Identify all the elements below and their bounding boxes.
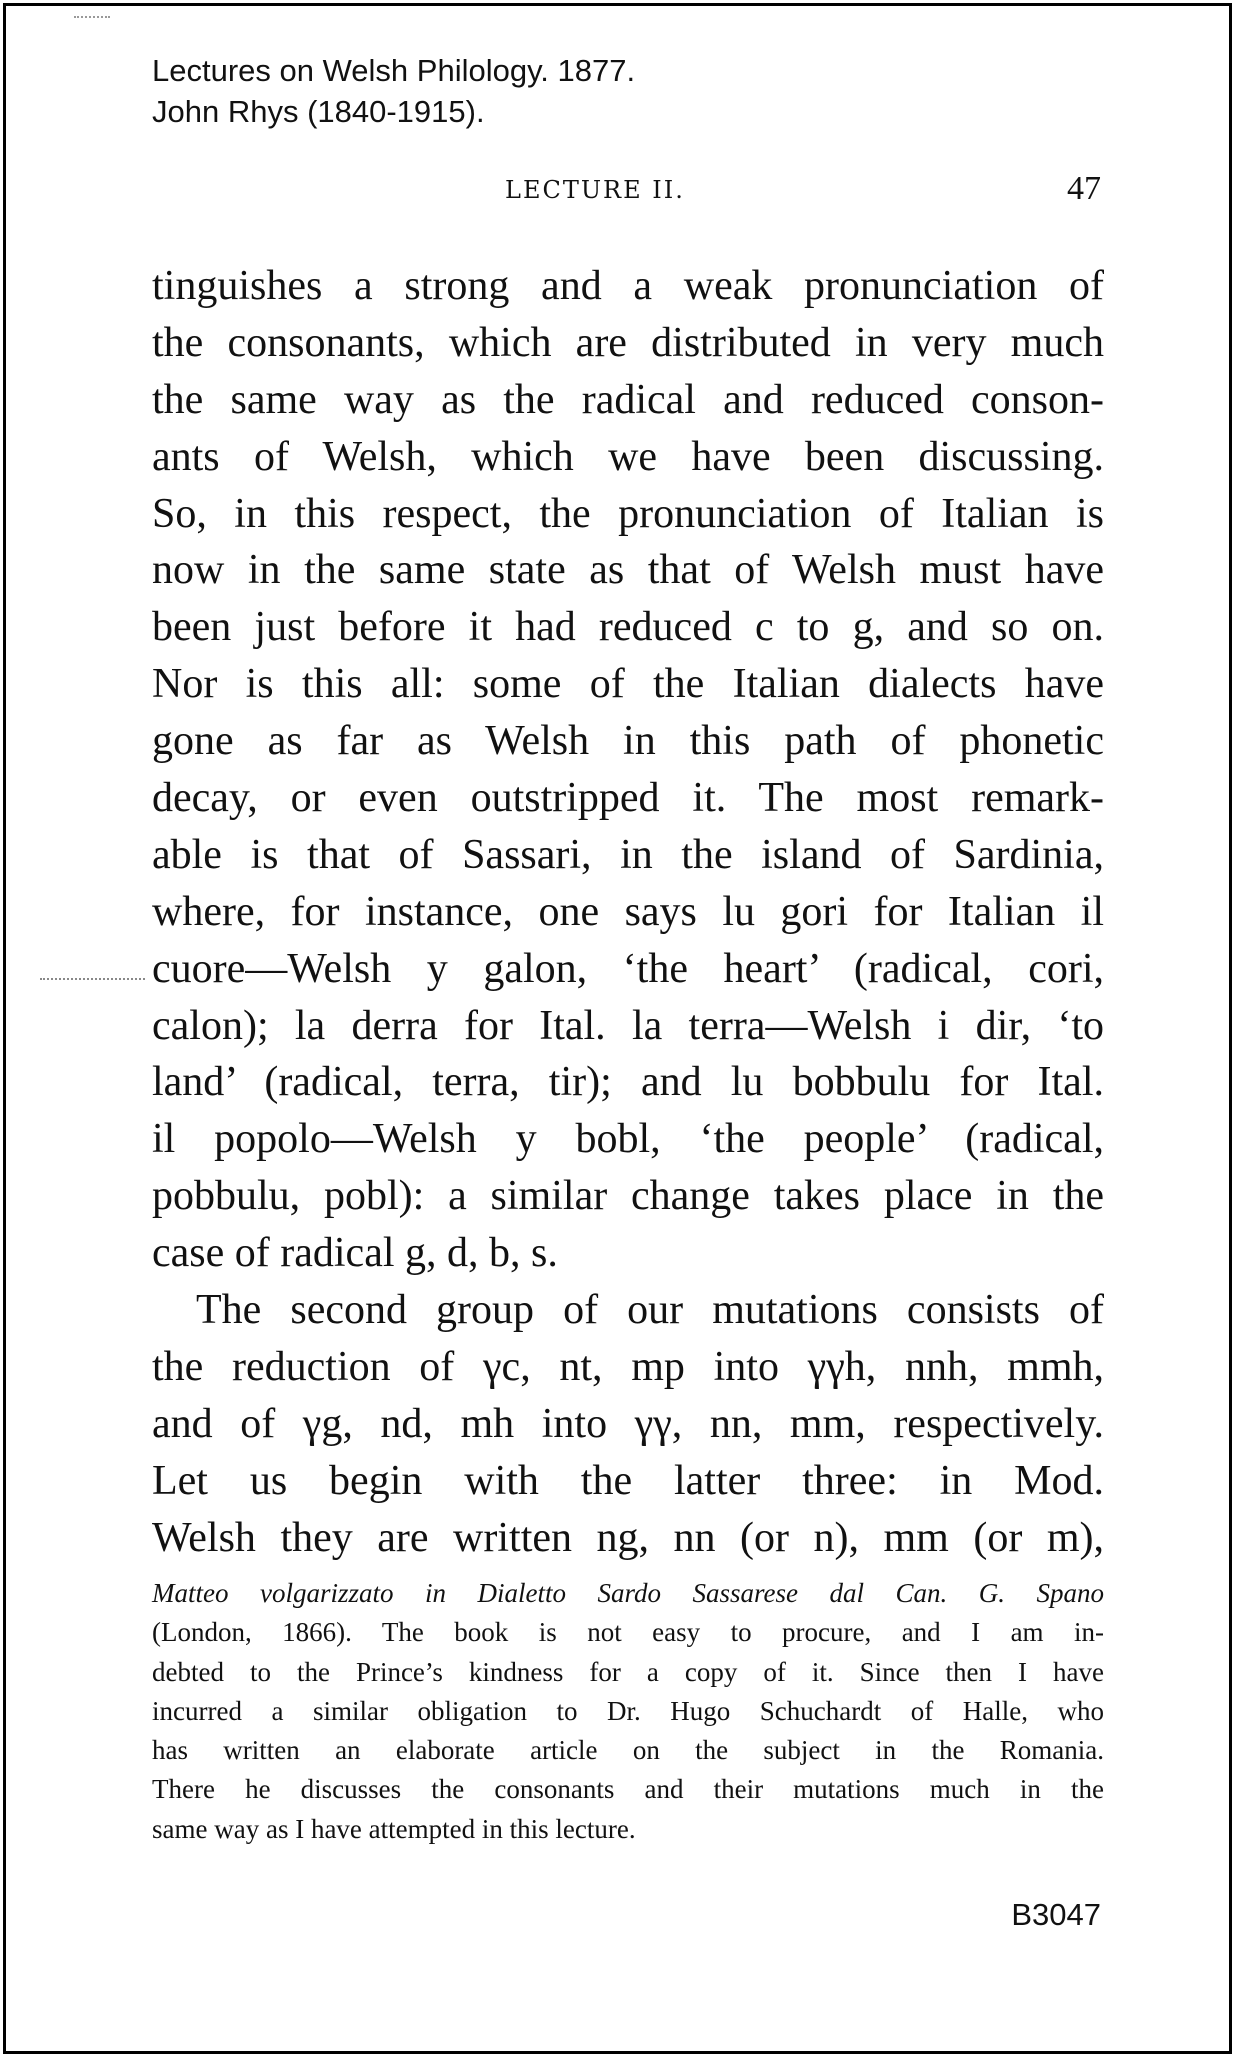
text-line: il popolo—Welsh y bobl, ‘the people’ (radical, [152, 1116, 1104, 1163]
citation-author: John Rhys (1840-1915). [152, 94, 485, 129]
text-line: now in the same state as that of Welsh must have [152, 547, 1104, 594]
catalog-code: B3047 [1011, 1897, 1101, 1932]
text-line: Welsh they are written ng, nn (or n), mm (or m), [152, 1514, 1104, 1561]
text-line: and of γg, nd, mh into γγ, nn, mm, respectively. [152, 1400, 1104, 1447]
text-line: gone as far as Welsh in this path of phonetic [152, 718, 1104, 765]
text-line: Nor is this all: some of the Italian dialects have [152, 661, 1104, 708]
page-number: 47 [1067, 170, 1101, 207]
footnote [152, 1574, 1104, 1849]
text-line: been just before it had reduced c to g, and so on. [152, 604, 1104, 651]
text-line: calon); la derra for Ital. la terra—Welsh i dir, ‘to [152, 1002, 1104, 1049]
footnote-line: has written an elaborate article on the subject in the Romania. [152, 1735, 1104, 1766]
running-title: LECTURE II. [505, 176, 685, 204]
text-line: where, for instance, one says lu gori for Italian il [152, 888, 1104, 935]
scan-mark [74, 16, 110, 18]
text-line: land’ (radical, terra, tir); and lu bobbulu for Ital. [152, 1059, 1104, 1106]
footnote-line: There he discusses the consonants and their mutations much in the [152, 1774, 1104, 1805]
text-line: ants of Welsh, which we have been discussing. [152, 433, 1104, 480]
text-line: So, in this respect, the pronunciation of Italian is [152, 490, 1104, 537]
footnote-book-title: Matteo volgarizzato in Dialetto Sardo Sassarese dal Can. G. Spano [152, 1578, 1104, 1608]
scan-mark [40, 978, 145, 980]
citation-title: Lectures on Welsh Philology. 1877. [152, 53, 636, 88]
paragraph-start-line: The second group of our mutations consists of [196, 1287, 1104, 1334]
footnote-line: debted to the Prince’s kindness for a copy of it. Since then I have [152, 1656, 1104, 1687]
footnote-line: same way as I have attempted in this lecture. [152, 1813, 636, 1844]
text-line: cuore—Welsh y galon, ‘the heart’ (radical, cori, [152, 945, 1104, 992]
text-line: the same way as the radical and reduced conson- [152, 376, 1104, 423]
text-line: pobbulu, pobl): a similar change takes place in the [152, 1173, 1104, 1220]
footnote-line [152, 1574, 1104, 1613]
text-line: tinguishes a strong and a weak pronunciation of [152, 263, 1104, 309]
text-line: Let us begin with the latter three: in Mod. [152, 1457, 1104, 1504]
body-text [152, 258, 1104, 1566]
running-header [150, 170, 1105, 220]
citation [152, 50, 635, 132]
text-line: the consonants, which are distributed in very much [152, 319, 1104, 366]
footnote-line: (London, 1866). The book is not easy to procure, and I am in- [152, 1617, 1104, 1648]
footnote-line: incurred a similar obligation to Dr. Hugo Schuchardt of Halle, who [152, 1695, 1104, 1726]
text-line: able is that of Sassari, in the island of Sardinia, [152, 831, 1104, 878]
text-line: case of radical g, d, b, s. [152, 1230, 558, 1277]
text-line: decay, or even outstripped it. The most remark- [152, 775, 1104, 822]
text-line: the reduction of γc, nt, mp into γγh, nnh, mmh, [152, 1343, 1104, 1390]
